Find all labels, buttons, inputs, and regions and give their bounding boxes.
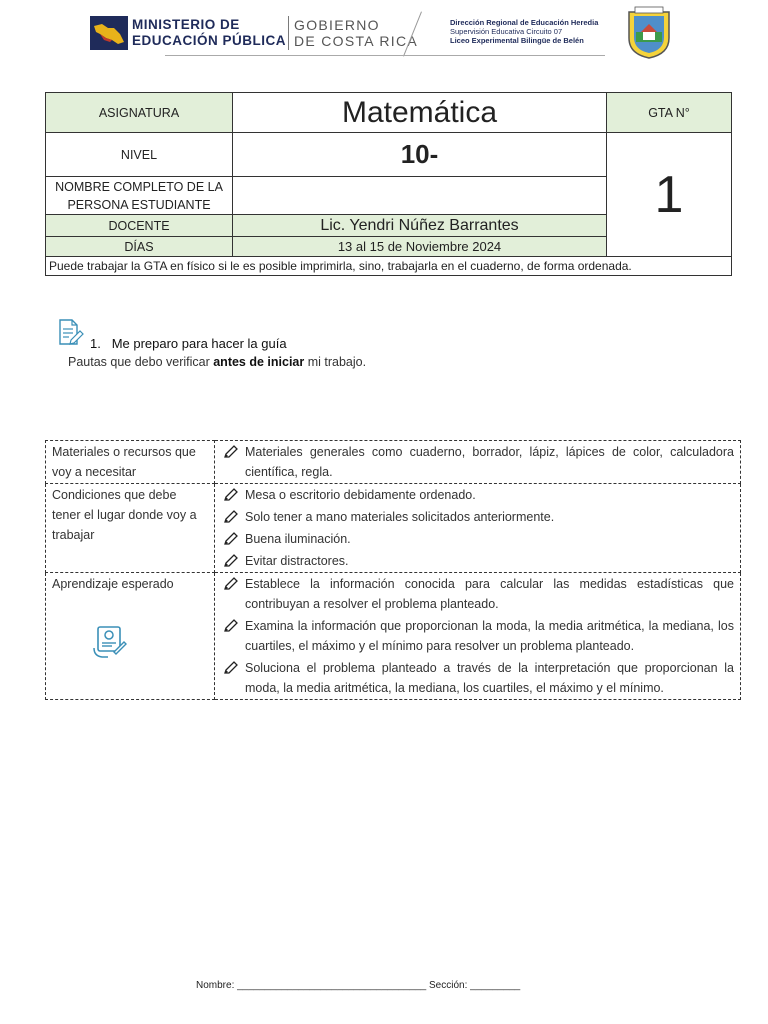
name-label: Nombre: (196, 980, 238, 991)
docente-value: Lic. Yendri Núñez Barrantes (233, 215, 607, 237)
table-row (46, 484, 741, 573)
pencil-icon (223, 445, 238, 459)
section-1-subtitle: Pautas que debo verificar antes de iniciar mi trabajo. (68, 355, 367, 369)
pencil-icon (223, 577, 238, 591)
pencil-icon (223, 619, 238, 633)
school-seal-icon (626, 6, 672, 60)
asignatura-value: Matemática (233, 93, 607, 133)
learning-label: Aprendizaje esperado (46, 573, 215, 700)
table-row (46, 441, 741, 484)
nivel-label: NIVEL (46, 133, 233, 177)
list-item: Materiales generales como cuaderno, borrador, lápiz, lápices de color, calculadora científica, regla. (221, 442, 734, 482)
section-blank-field[interactable]: _________ (470, 980, 521, 991)
document-pencil-icon (58, 318, 84, 348)
materials-label: Materiales o recursos que voy a necesitar (46, 441, 215, 484)
conditions-items (215, 484, 741, 573)
list-item: Mesa o escritorio debidamente ordenado. (221, 485, 734, 505)
pencil-icon (223, 661, 238, 675)
ministry-name: MINISTERIO DE EDUCACIÓN PÚBLICA (132, 17, 287, 48)
regional-direction: Dirección Regional de Educación Heredia Supervisión Educativa Circuito 07 Liceo Experimental Bilingüe de Belén (450, 18, 599, 45)
learning-tablet-icon (92, 624, 128, 660)
student-name-field[interactable] (233, 177, 607, 215)
list-item: Establece la información conocida para calcular las medidas estadísticas que contribuyan a resolver el problema planteado. (221, 574, 734, 614)
section-1-title: 1. Me preparo para hacer la guía (90, 336, 287, 351)
list-item: Examina la información que proporcionan la moda, la media aritmética, la mediana, los cuartiles, el máximo y el mínimo para resolver un problema planteado. (221, 616, 734, 656)
header-divider (288, 16, 289, 50)
materials-items (215, 441, 741, 484)
pencil-icon (223, 554, 238, 568)
footer-name-section (196, 980, 520, 991)
pencil-icon (223, 510, 238, 524)
list-item: Buena iluminación. (221, 529, 734, 549)
info-table (45, 92, 732, 276)
pencil-icon (223, 532, 238, 546)
costa-rica-map-icon (90, 16, 128, 50)
asignatura-label: ASIGNATURA (46, 93, 233, 133)
section-label: Sección: (426, 980, 471, 991)
document-header (0, 0, 768, 70)
list-item: Evitar distractores. (221, 551, 734, 571)
dias-label: DÍAS (46, 237, 233, 257)
nivel-value: 10- (233, 133, 607, 177)
list-item: Soluciona el problema planteado a través de la interpretación que proporcionan la moda, la media aritmética, la mediana, los cuartiles, el máximo y el mínimo. (221, 658, 734, 698)
name-blank-field[interactable]: __________________________________ (237, 980, 427, 991)
gta-number: 1 (607, 133, 732, 257)
conditions-label: Condiciones que debe tener el lugar donde voy a trabajar (46, 484, 215, 573)
learning-items (215, 573, 741, 700)
header-underline (165, 55, 605, 56)
dias-value: 13 al 15 de Noviembre 2024 (233, 237, 607, 257)
table-row (46, 573, 741, 700)
docente-label: DOCENTE (46, 215, 233, 237)
instruction-note: Puede trabajar la GTA en físico si le es posible imprimirla, sino, trabajarla en el cuaderno, de forma ordenada. (46, 257, 732, 276)
government-name: GOBIERNO DE COSTA RICA (294, 17, 418, 49)
student-name-label: NOMBRE COMPLETO DE LA PERSONA ESTUDIANTE (46, 177, 233, 215)
gta-label: GTA N° (607, 93, 732, 133)
pencil-icon (223, 488, 238, 502)
requirements-table (45, 440, 741, 700)
list-item: Solo tener a mano materiales solicitados anteriormente. (221, 507, 734, 527)
